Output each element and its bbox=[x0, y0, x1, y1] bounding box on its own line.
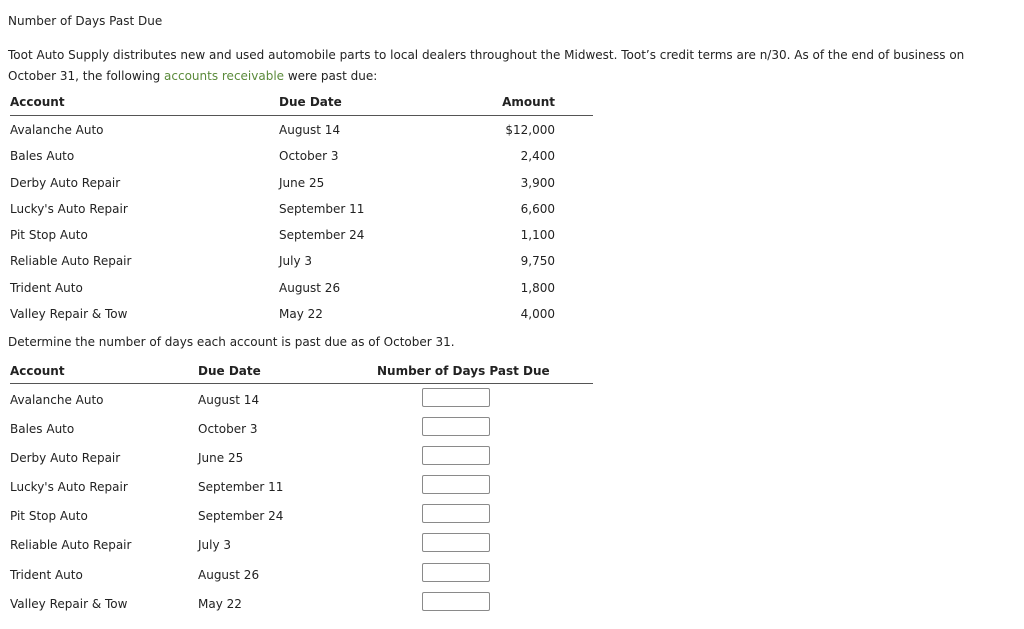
table-row bbox=[10, 247, 593, 273]
table-row bbox=[10, 221, 593, 247]
table-row bbox=[10, 195, 593, 221]
account-name: Lucky's Auto Repair bbox=[10, 480, 128, 495]
days-past-due-input-avalanche[interactable] bbox=[422, 388, 490, 407]
due-date: October 3 bbox=[279, 149, 339, 164]
account-name: Valley Repair & Tow bbox=[10, 307, 128, 322]
account-name: Reliable Auto Repair bbox=[10, 254, 132, 269]
amount: 6,600 bbox=[520, 201, 555, 216]
due-date: August 26 bbox=[198, 567, 260, 582]
table-row bbox=[10, 588, 593, 617]
due-date: August 14 bbox=[198, 393, 260, 407]
account-name: Valley Repair & Tow bbox=[10, 596, 128, 611]
table-row bbox=[10, 300, 593, 326]
table-row bbox=[10, 442, 593, 471]
due-date: July 3 bbox=[198, 538, 232, 553]
amount: 2,400 bbox=[520, 149, 555, 164]
account-name: Pit Stop Auto bbox=[10, 228, 88, 243]
due-date: August 26 bbox=[279, 280, 341, 295]
header-days-past-due: Number of Days Past Due bbox=[377, 364, 550, 378]
account-name: Bales Auto bbox=[10, 422, 75, 437]
due-date: July 3 bbox=[279, 254, 313, 269]
account-name: Reliable Auto Repair bbox=[10, 538, 132, 553]
amount: 9,750 bbox=[520, 254, 555, 269]
header-account: Account bbox=[10, 95, 65, 109]
problem-intro bbox=[8, 45, 1008, 87]
table-row bbox=[10, 471, 593, 500]
account-name: Derby Auto Repair bbox=[10, 451, 121, 466]
table-header bbox=[10, 364, 593, 384]
due-date: August 14 bbox=[279, 123, 341, 137]
account-name: Avalanche Auto bbox=[10, 123, 104, 137]
account-name: Trident Auto bbox=[10, 280, 83, 295]
header-account: Account bbox=[10, 364, 65, 378]
due-date: October 3 bbox=[198, 422, 258, 437]
days-past-due-input-reliable[interactable] bbox=[422, 533, 490, 552]
days-past-due-input-pit-stop[interactable] bbox=[422, 504, 490, 523]
table-row bbox=[10, 413, 593, 442]
intro-text-after: were past due: bbox=[284, 69, 378, 83]
due-date: September 11 bbox=[279, 201, 365, 216]
due-date: June 25 bbox=[198, 451, 244, 466]
account-name: Pit Stop Auto bbox=[10, 509, 88, 524]
days-past-due-input-luckys[interactable] bbox=[422, 475, 490, 494]
header-due-date: Due Date bbox=[279, 95, 342, 109]
amount: 3,900 bbox=[520, 175, 555, 190]
table-row bbox=[10, 169, 593, 195]
due-date: May 22 bbox=[279, 307, 323, 322]
table-row bbox=[10, 500, 593, 529]
amount: 4,000 bbox=[520, 307, 555, 322]
table-row bbox=[10, 559, 593, 588]
table-row bbox=[10, 116, 593, 142]
due-date: September 24 bbox=[279, 228, 365, 243]
days-past-due-input-valley[interactable] bbox=[422, 592, 490, 611]
past-due-accounts-table bbox=[10, 95, 593, 326]
days-past-due-input-derby[interactable] bbox=[422, 446, 490, 465]
intro-text-before: Toot Auto Supply distributes new and used automobile parts to local dealers throughout the Midwest. Toot’s credit terms are n/30. As of the end of business on October 31, the following bbox=[8, 48, 965, 83]
due-date: June 25 bbox=[279, 175, 325, 190]
account-name: Derby Auto Repair bbox=[10, 175, 121, 190]
amount: 1,800 bbox=[520, 280, 555, 295]
header-amount: Amount bbox=[502, 95, 555, 109]
account-name: Bales Auto bbox=[10, 149, 75, 164]
days-past-due-table bbox=[10, 364, 593, 617]
table-row bbox=[10, 274, 593, 300]
account-name: Trident Auto bbox=[10, 567, 83, 582]
amount: 1,100 bbox=[520, 228, 555, 243]
account-name: Avalanche Auto bbox=[10, 393, 104, 407]
days-past-due-input-trident[interactable] bbox=[422, 563, 490, 582]
header-due-date: Due Date bbox=[198, 364, 261, 378]
table-row bbox=[10, 529, 593, 558]
table-header bbox=[10, 95, 593, 116]
table-row bbox=[10, 384, 593, 413]
page-title: Number of Days Past Due bbox=[8, 14, 163, 28]
days-past-due-input-bales[interactable] bbox=[422, 417, 490, 436]
due-date: September 11 bbox=[198, 480, 284, 495]
instruction-text: Determine the number of days each account is past due as of October 31. bbox=[8, 335, 455, 349]
table-row bbox=[10, 142, 593, 168]
accounts-receivable-link[interactable]: accounts receivable bbox=[164, 69, 285, 83]
account-name: Lucky's Auto Repair bbox=[10, 201, 128, 216]
amount: $12,000 bbox=[505, 123, 555, 137]
due-date: May 22 bbox=[198, 596, 242, 611]
due-date: September 24 bbox=[198, 509, 284, 524]
